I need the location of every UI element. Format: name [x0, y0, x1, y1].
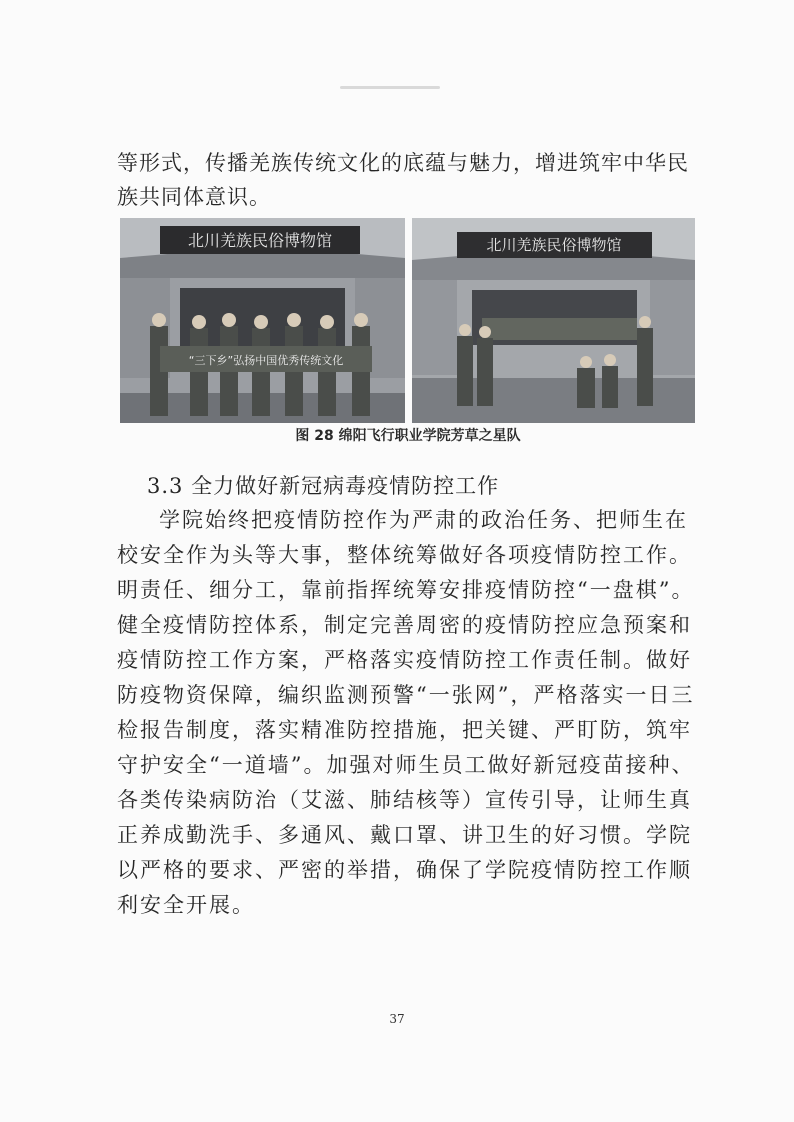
- left-sign-text: 北川羌族民俗博物馆: [187, 231, 333, 250]
- header-mark: [340, 86, 440, 89]
- figure-caption: 图 28 绵阳飞行职业学院芳草之星队: [295, 428, 521, 444]
- photo-left-illustration: [120, 218, 405, 423]
- page-number: 37: [389, 1012, 405, 1026]
- figure-photos: [120, 218, 696, 423]
- photo-right-illustration: [412, 218, 695, 423]
- paragraph-main: 学院始终把疫情防控作为严肃的政治任务、把师生在校安全作为头等大事，整体统筹做好各项疫情防控工作。明责任、细分工，靠前指挥统筹安排疫情防控“一盘棋”。健全疫情防控体系，制定完善周密的疫情防控应急预案和疫情防控工作方案，严格落实疫情防控工作责任制。做好防疫物资保障，编织监测预警“一张网”，严格落实一日三检报告制度，落实精准防控措施，把关键、严盯防，筑牢守护安全“一道墙”。加强对师生员工做好新冠疫苗接种、各类传染病防治（艾滋、肺结核等）宣传引导，让师生真正养成勤洗手、多通风、戴口罩、讲卫生的好习惯。学院以严格的要求、严密的举措，确保了学院疫情防控工作顺利安全开展。: [117, 508, 695, 917]
- photo-right: [412, 218, 695, 423]
- left-banner-text: “三下乡”弘扬中国优秀传统文化: [188, 354, 344, 367]
- right-sign-text: 北川羌族民俗博物馆: [486, 236, 622, 254]
- photo-left: [120, 218, 405, 423]
- paragraph-top: 等形式，传播羌族传统文化的底蕴与魅力，增进筑牢中华民族共同体意识。: [117, 151, 689, 209]
- section-heading: 3.3 全力做好新冠病毒疫情防控工作: [147, 474, 500, 498]
